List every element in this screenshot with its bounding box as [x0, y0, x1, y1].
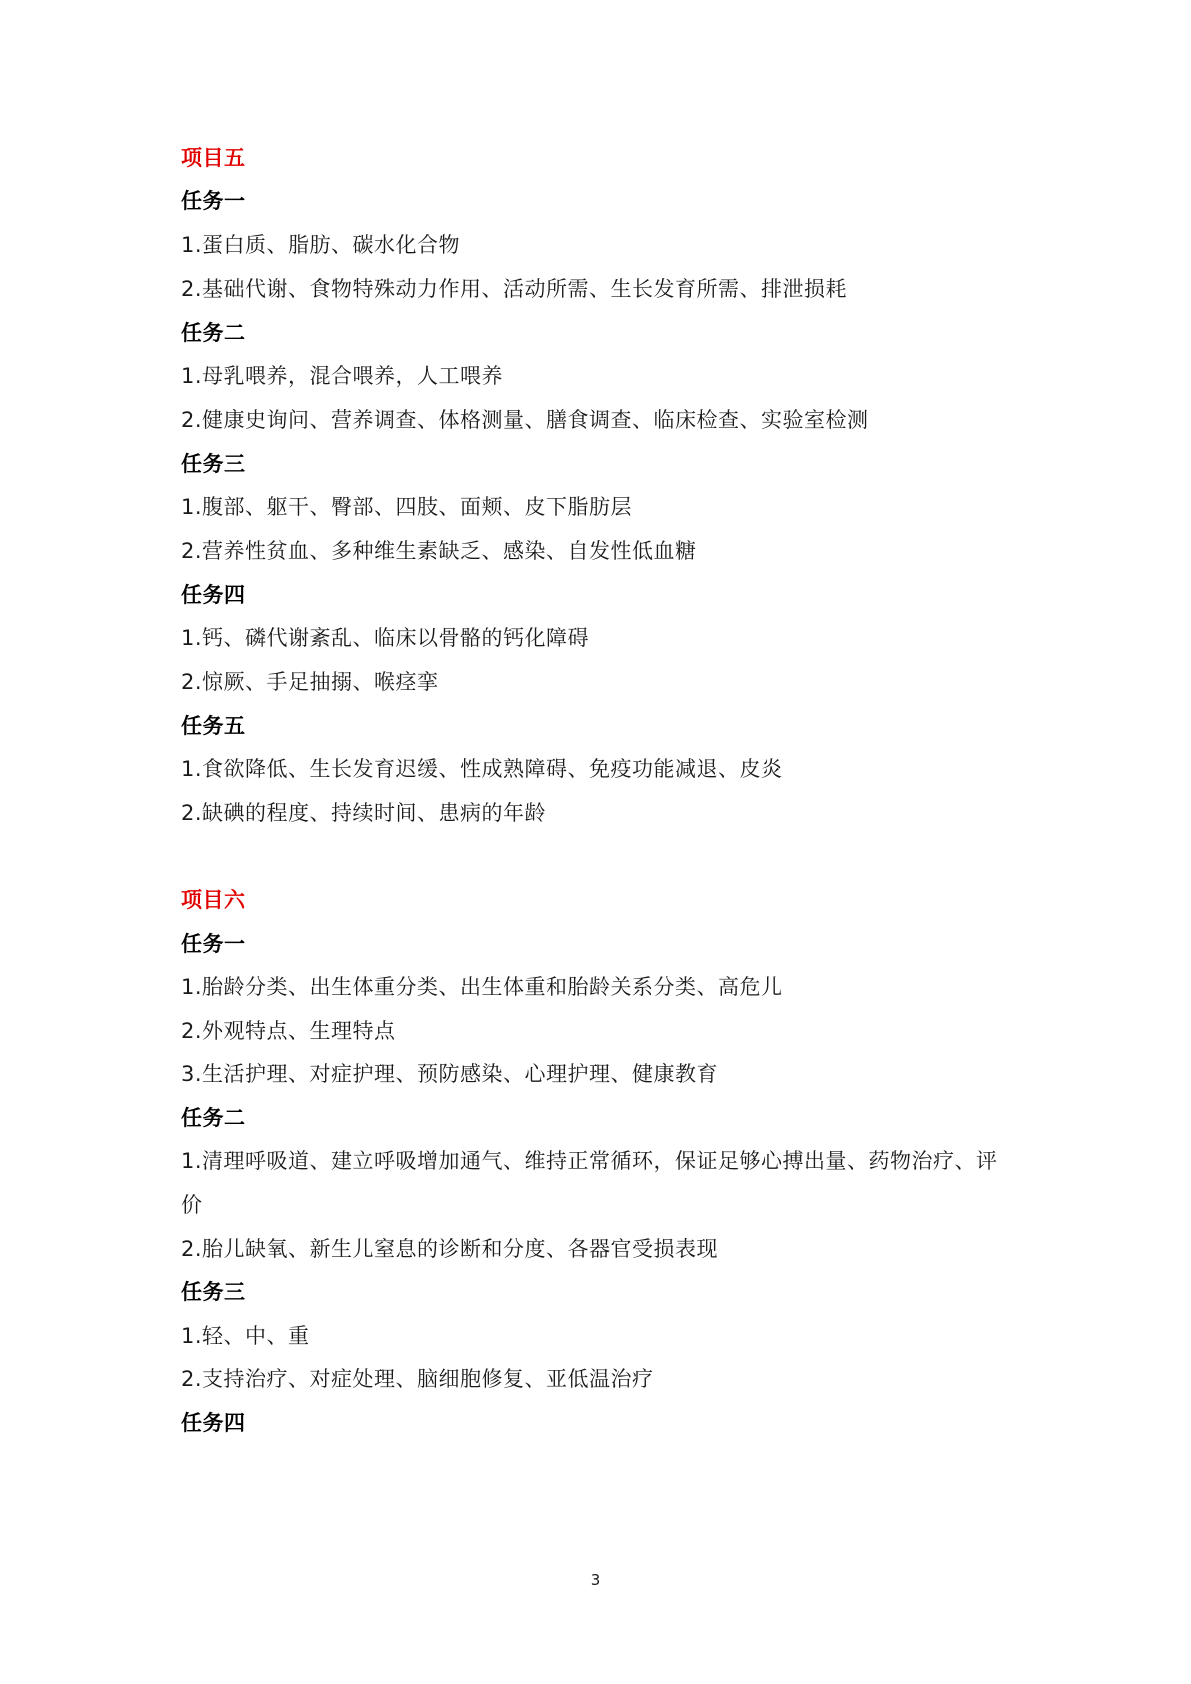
answer-line: 1.清理呼吸道、建立呼吸增加通气、维持正常循环，保证足够心搏出量、药物治疗、评 — [181, 1149, 998, 1173]
answer-line: 1.轻、中、重 — [181, 1324, 310, 1348]
task-heading: 任务二 — [181, 321, 246, 345]
task-heading: 任务二 — [181, 1106, 246, 1130]
answer-line: 2.惊厥、手足抽搦、喉痉挛 — [181, 670, 439, 694]
task-heading: 任务四 — [181, 583, 246, 607]
answer-line: 2.营养性贫血、多种维生素缺乏、感染、自发性低血糖 — [181, 539, 697, 563]
answer-line: 2.健康史询问、营养调查、体格测量、膳食调查、临床检查、实验室检测 — [181, 408, 869, 432]
answer-line: 1.胎龄分类、出生体重分类、出生体重和胎龄关系分类、高危儿 — [181, 975, 783, 999]
answer-line: 1.蛋白质、脂肪、碳水化合物 — [181, 233, 461, 257]
answer-line: 2.基础代谢、食物特殊动力作用、活动所需、生长发育所需、排泄损耗 — [181, 277, 848, 301]
answer-line: 2.支持治疗、对症处理、脑细胞修复、亚低温治疗 — [181, 1367, 654, 1391]
task-heading: 任务五 — [181, 714, 246, 738]
answer-line: 2.外观特点、生理特点 — [181, 1019, 396, 1043]
project-heading: 项目五 — [181, 146, 246, 170]
answer-line: 2.胎儿缺氧、新生儿窒息的诊断和分度、各器官受损表现 — [181, 1237, 719, 1261]
answer-line: 1.腹部、躯干、臀部、四肢、面颊、皮下脂肪层 — [181, 495, 633, 519]
task-heading: 任务三 — [181, 1280, 246, 1304]
answer-line: 3.生活护理、对症护理、预防感染、心理护理、健康教育 — [181, 1062, 719, 1086]
task-heading: 任务四 — [181, 1411, 246, 1435]
page-number: 3 — [590, 1571, 601, 1589]
answer-line: 1.食欲降低、生长发育迟缓、性成熟障碍、免疫功能减退、皮炎 — [181, 757, 783, 781]
answer-line: 1.钙、磷代谢紊乱、临床以骨骼的钙化障碍 — [181, 626, 590, 650]
task-heading: 任务一 — [181, 189, 246, 213]
project-heading: 项目六 — [181, 888, 246, 912]
answer-line: 2.缺碘的程度、持续时间、患病的年龄 — [181, 801, 547, 825]
answer-line-continuation: 价 — [181, 1193, 203, 1217]
task-heading: 任务三 — [181, 452, 246, 476]
task-heading: 任务一 — [181, 932, 246, 956]
answer-line: 1.母乳喂养，混合喂养，人工喂养 — [181, 364, 504, 388]
